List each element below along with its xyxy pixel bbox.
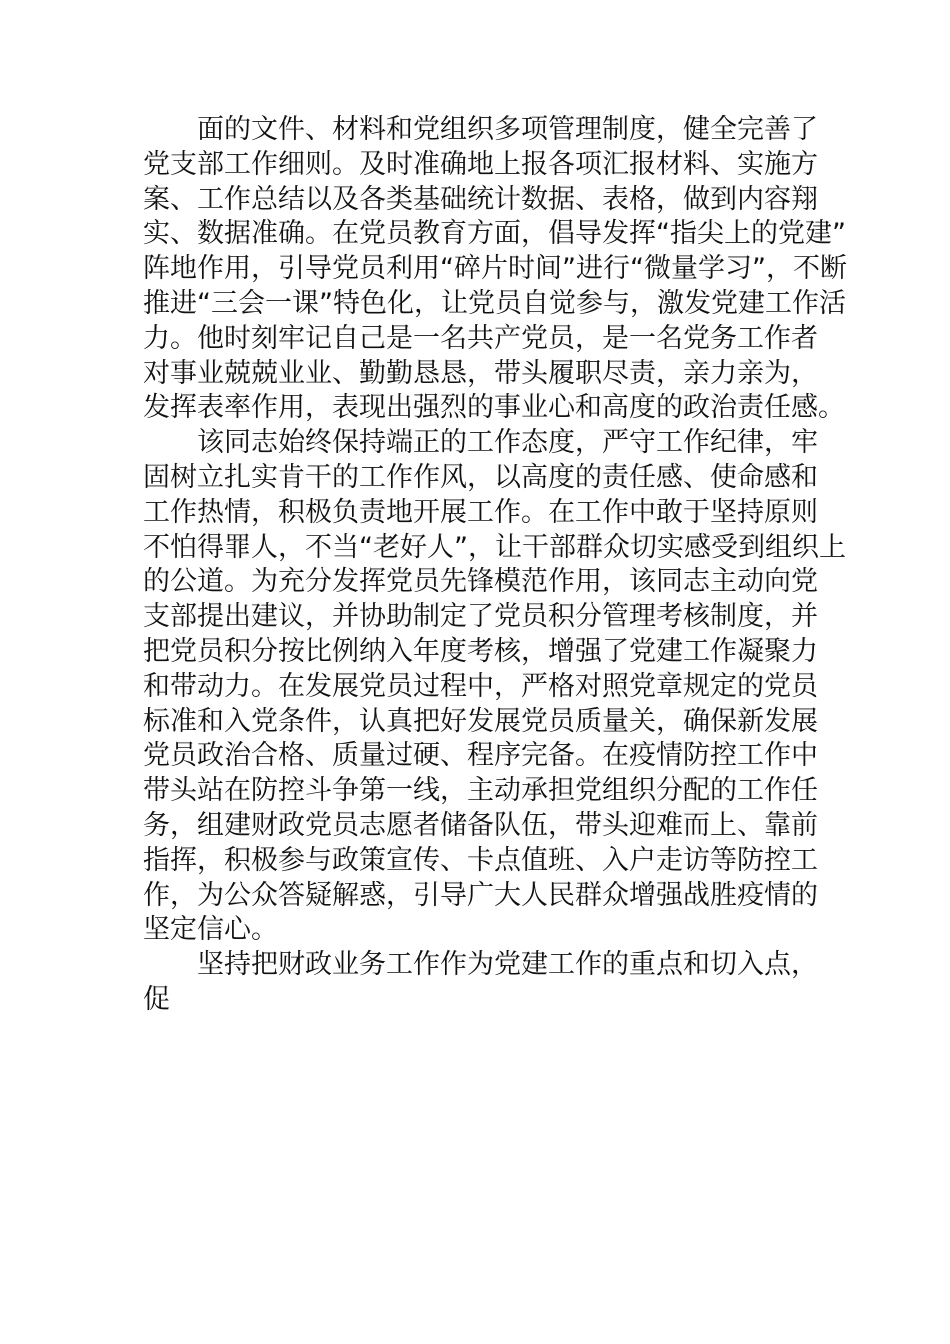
paragraph-2-line-2: 固树立扎实肯干的工作作风，以高度的责任感、使命感和 <box>143 461 818 493</box>
paragraph-2-line-11: 带头站在防控斗争第一线，主动承担党组织分配的工作任 <box>143 775 818 807</box>
paragraph-3-line-2: 促 <box>143 983 170 1015</box>
paragraph-2-line-10: 党员政治合格、质量过硬、程序完备。在疫情防控工作中 <box>143 740 818 772</box>
paragraph-2-line-12: 务，组建财政党员志愿者储备队伍，带头迎难而上、靠前 <box>143 809 818 841</box>
paragraph-2-line-14: 作，为公众答疑解惑，引导广大人民群众增强战胜疫情的 <box>143 879 818 911</box>
paragraph-1-line-2: 党支部工作细则。及时准确地上报各项汇报材料、实施方 <box>143 148 818 180</box>
paragraph-2-line-1: 该同志始终保持端正的工作态度，严守工作纪律，牢 <box>197 427 818 459</box>
paragraph-2-line-8: 和带动力。在发展党员过程中，严格对照党章规定的党员 <box>143 670 818 702</box>
paragraph-2-line-13: 指挥，积极参与政策宣传、卡点值班、入户走访等防控工 <box>143 844 818 876</box>
paragraph-1-line-5: 阵地作用，引导党员利用“碎片时间”进行“微量学习”，不断 <box>143 253 847 285</box>
paragraph-1-line-7: 力。他时刻牢记自己是一名共产党员，是一名党务工作者 <box>143 322 818 354</box>
paragraph-2-line-7: 把党员积分按比例纳入年度考核，增强了党建工作凝聚力 <box>143 635 818 667</box>
paragraph-1-line-3: 案、工作总结以及各类基础统计数据、表格，做到内容翔 <box>143 183 818 215</box>
paragraph-1-line-1: 面的文件、材料和党组织多项管理制度，健全完善了 <box>197 114 818 145</box>
paragraph-2-line-3: 工作热情，积极负责地开展工作。在工作中敢于坚持原则 <box>143 496 818 528</box>
paragraph-1-line-6: 推进“三会一课”特色化，让党员自觉参与，激发党建工作活 <box>143 287 846 319</box>
paragraph-2-line-6: 支部提出建议，并协助制定了党员积分管理考核制度，并 <box>143 601 818 633</box>
paragraph-2-line-9: 标准和入党条件，认真把好发展党员质量关，确保新发展 <box>143 705 818 737</box>
paragraph-1-line-8: 对事业兢兢业业、勤勤恳恳，带头履职尽责，亲力亲为， <box>143 357 818 389</box>
paragraph-1-line-9: 发挥表率作用，表现出强烈的事业心和高度的政治责任感。 <box>143 392 845 424</box>
document-body <box>143 113 847 1018</box>
paragraph-1-line-4: 实、数据准确。在党员教育方面，倡导发挥“指尖上的党建” <box>143 218 846 250</box>
paragraph-2-line-15: 坚定信心。 <box>143 914 278 946</box>
paragraph-2-line-5: 的公道。为充分发挥党员先锋模范作用，该同志主动向党 <box>143 566 818 598</box>
paragraph-2-line-4: 不怕得罪人，不当“老好人”，让干部群众切实感受到组织上 <box>143 531 846 563</box>
paragraph-3-line-1: 坚持把财政业务工作作为党建工作的重点和切入点， <box>197 949 818 981</box>
